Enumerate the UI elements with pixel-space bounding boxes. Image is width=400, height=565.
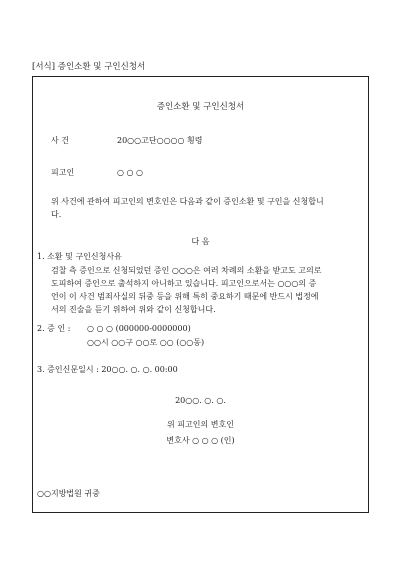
document-date: 20○○. ○. ○. (175, 396, 226, 405)
section1-line: 서의 진술을 듣기 위하여 위와 같이 신청합니다. (51, 305, 216, 314)
form-label: [서식] 증인소환 및 구인신청서 (32, 62, 146, 72)
section1-line: 도피하여 증인으로 출석하지 아니하고 있습니다. 피고인으로서는 ○○○의 증 (51, 279, 317, 288)
defendant-value: ○ ○ ○ (117, 168, 144, 177)
signer-role: 위 피고인의 변호인 (167, 420, 234, 429)
section1-line: 검찰 측 증인으로 신청되었던 증인 ○○○은 여러 차례의 소환을 받고도 고의로 (51, 266, 322, 275)
section1-title: 1. 소환 및 구인신청사유 (37, 252, 122, 261)
case-value: 20○○고단○○○○ 횡령 (117, 136, 203, 145)
defendant-label: 피고인 (51, 168, 75, 177)
intro-line-1: 위 사건에 관하여 피고인의 변호인은 다음과 같이 증인소환 및 구인을 신청합니 (51, 197, 324, 206)
heading: 다 음 (191, 237, 210, 246)
section2-label: 2. 증 인 : (37, 324, 71, 333)
document-box (32, 76, 369, 513)
witness-name: ○ ○ ○ (000000-0000000) (87, 324, 191, 333)
witness-address: ○○시 ○○구 ○○로 ○○ (○○동) (87, 338, 205, 347)
section3-datetime: 3. 증인신문일시 : 20○○. ○. ○. 00:00 (37, 365, 178, 374)
section1-line: 언이 이 사건 범죄사실의 뒤중 등을 위해 특히 중요하기 때문에 반드시 법정에 (51, 292, 319, 301)
signer-name: 변호사 ○ ○ ○ (인) (166, 436, 235, 445)
court-addressee: ○○지방법원 귀중 (37, 489, 100, 498)
intro-line-2: 다. (51, 210, 62, 219)
document-title: 증인소환 및 구인신청서 (156, 102, 245, 112)
case-label: 사 건 (51, 136, 69, 145)
